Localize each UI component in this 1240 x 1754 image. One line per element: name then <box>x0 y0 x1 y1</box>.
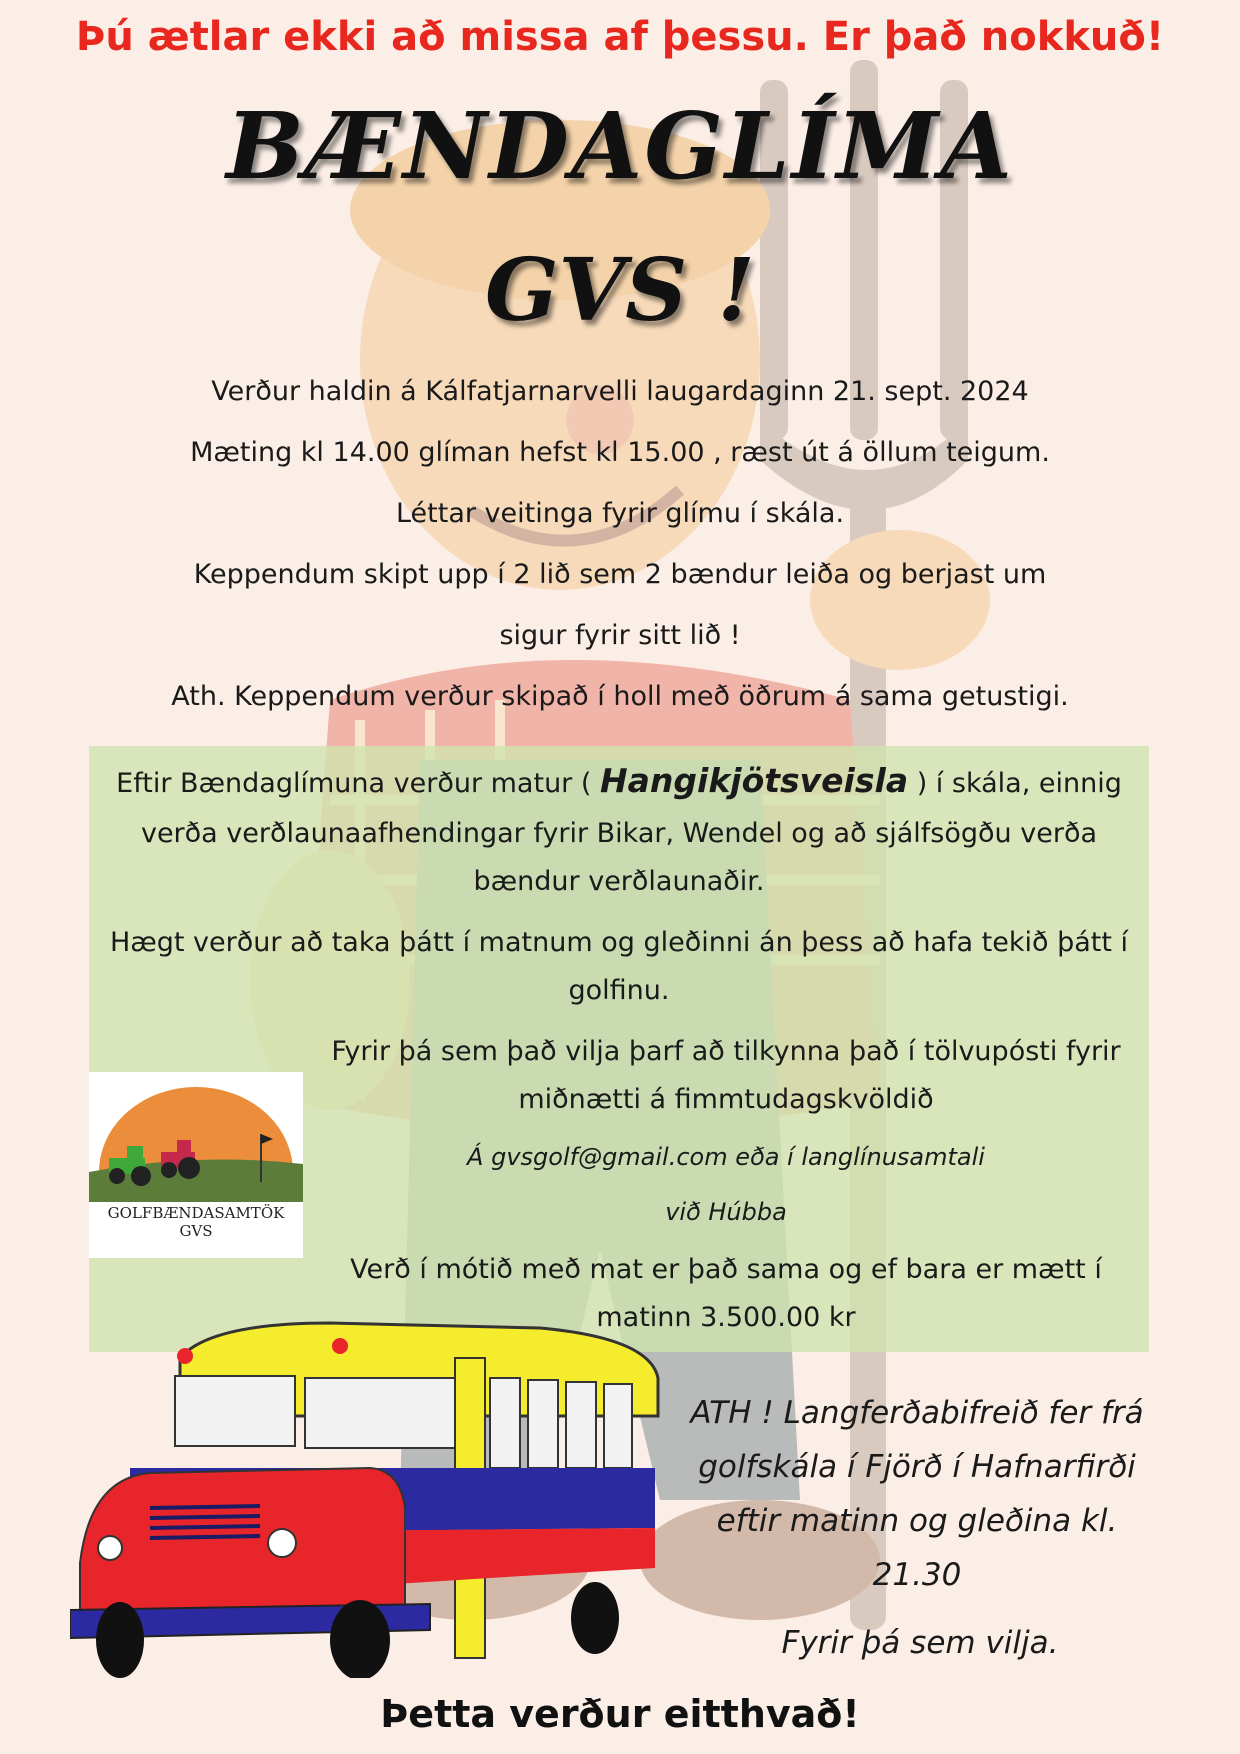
contact-suffix: eða í langlínusamtali <box>735 1143 985 1171</box>
bus-notice-line-3: eftir matinn og gleðina kl. <box>716 1503 1118 1539</box>
dinner-line-3: bændur verðlaunaðir. <box>473 866 765 897</box>
info-teams-2: sigur fyrir sitt lið ! <box>499 620 741 651</box>
info-time: Mæting kl 14.00 glíman hefst kl 15.00 , ræst út á öllum teigum. <box>190 437 1050 468</box>
logo-name-line-2: GVS <box>179 1222 213 1240</box>
signup-line-2: miðnætti á fimmtudagskvöldið <box>518 1084 934 1115</box>
price-line-1: Verð í mótið með mat er það sama og ef bara er mætt í <box>350 1254 1102 1285</box>
dinner-line-2: verða verðlaunaafhendingar fyrir Bikar, Wendel og að sjálfsögðu verða <box>140 818 1098 849</box>
info-teams-1: Keppendum skipt upp í 2 lið sem 2 bændur leiða og berjast um <box>193 559 1047 590</box>
info-refreshments: Léttar veitinga fyrir glímu í skála. <box>395 498 845 529</box>
bus-notice-extra: Fyrir þá sem vilja. <box>781 1625 1059 1661</box>
dinner-line-4: Hægt verður að taka þátt í matnum og gleðinni án þess að hafa tekið þátt í <box>109 927 1129 958</box>
logo-name-line-1: GOLFBÆNDASAMTÖK <box>107 1204 285 1222</box>
contact-prefix: Á <box>467 1143 484 1171</box>
bus-illustration <box>70 1318 670 1678</box>
logo-artwork <box>89 1072 303 1202</box>
footer-slogan: Þetta verður eitthvað! <box>380 1692 860 1736</box>
bus-notice-line-1: ATH ! Langferðabifreið fer frá <box>690 1395 1144 1431</box>
gvs-logo <box>89 1072 303 1258</box>
dinner-line-5: golfinu. <box>568 975 670 1006</box>
event-subtitle: GVS ! <box>485 240 755 341</box>
event-title: BÆNDAGLÍMA <box>226 92 1014 200</box>
bus-notice-line-4: 21.30 <box>872 1557 962 1593</box>
dinner-line-1 <box>89 757 1149 808</box>
dinner-highlight: Hangikjötsveisla <box>600 761 909 800</box>
tagline: Þú ætlar ekki að missa af þessu. Er það nokkuð! <box>75 14 1165 60</box>
info-date: Verður haldin á Kálfatjarnarvelli laugardaginn 21. sept. 2024 <box>211 376 1029 407</box>
price-line-2: matinn 3.500.00 kr <box>596 1302 856 1333</box>
contact-line-1 <box>303 1133 1149 1181</box>
dinner-text-after: ) í skála, einnig <box>916 768 1122 799</box>
info-note: Ath. Keppendum verður skipað í holl með öðrum á sama getustigi. <box>171 681 1069 712</box>
bus-notice-line-2: golfskála í Fjörð í Hafnarfirði <box>698 1449 1136 1485</box>
contact-email[interactable]: gvsgolf@gmail.com <box>491 1143 728 1171</box>
contact-line-2: við Húbba <box>665 1198 787 1226</box>
signup-line-1: Fyrir þá sem það vilja þarf að tilkynna það í tölvupósti fyrir <box>331 1036 1121 1067</box>
dinner-text-before: Eftir Bændaglímuna verður matur ( <box>116 768 592 799</box>
